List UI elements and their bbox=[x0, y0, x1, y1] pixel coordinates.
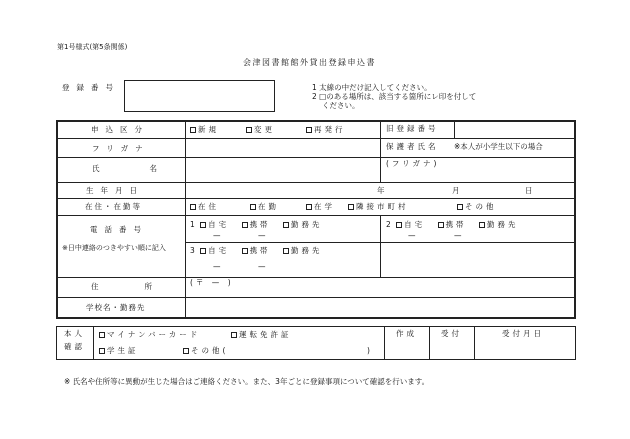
address-label: 住所 bbox=[91, 282, 198, 291]
receipt-date-label: 受付月日 bbox=[502, 329, 544, 338]
instruction-2: 2 □のある場所は、該当する箇所にレ印を付して bbox=[312, 92, 477, 101]
apply-type-label: 申込区分 bbox=[91, 125, 149, 134]
checkbox-icon[interactable] bbox=[190, 127, 196, 133]
birth-day-unit: 日 bbox=[525, 186, 533, 195]
furigana-label: フリガナ bbox=[92, 144, 150, 153]
checkbox-icon[interactable] bbox=[283, 222, 289, 228]
reg-no-label: 登録番号 bbox=[62, 83, 120, 92]
verify-other-close: ) bbox=[367, 346, 370, 355]
verify-mynumber-option[interactable]: マイナンバーカード bbox=[99, 331, 200, 339]
checkbox-icon[interactable] bbox=[190, 204, 196, 210]
apply-reissue-option[interactable]: 再発行 bbox=[306, 126, 346, 134]
verify-other-option[interactable]: その他( bbox=[183, 347, 228, 355]
phone-dash: — bbox=[258, 262, 266, 271]
status-work-option[interactable]: 在勤 bbox=[250, 203, 279, 211]
verify-label-2: 確認 bbox=[64, 342, 85, 351]
checkbox-icon[interactable] bbox=[306, 204, 312, 210]
guardian-name-label: 保護者氏名 bbox=[386, 142, 439, 151]
checkbox-icon[interactable] bbox=[438, 222, 444, 228]
phone-dash: — bbox=[454, 231, 462, 240]
form-title: 会津図書館館外貸出登録申込書 bbox=[243, 58, 376, 67]
form-number: 第1号様式(第5条関係) bbox=[57, 43, 128, 51]
phone-dash: — bbox=[213, 262, 221, 271]
verify-license-option[interactable]: 運転免許証 bbox=[231, 331, 292, 339]
phone-dash: — bbox=[213, 231, 221, 240]
checkbox-icon[interactable] bbox=[200, 222, 206, 228]
checkbox-icon[interactable] bbox=[306, 127, 312, 133]
guardian-furigana: (フリガナ) bbox=[386, 159, 440, 168]
verify-student-option[interactable]: 学生証 bbox=[99, 347, 139, 355]
instruction-3: ください。 bbox=[322, 101, 360, 110]
reg-no-box[interactable] bbox=[124, 80, 275, 112]
checkbox-icon[interactable] bbox=[231, 332, 237, 338]
birth-year-unit: 年 bbox=[377, 186, 385, 195]
status-other-option[interactable]: その他 bbox=[457, 203, 497, 211]
birth-month-unit: 月 bbox=[452, 186, 460, 195]
phone-slot-1: 1 自宅 携帯 勤務先 bbox=[190, 220, 323, 229]
checkbox-icon[interactable] bbox=[283, 248, 289, 254]
status-school-option[interactable]: 在学 bbox=[306, 203, 335, 211]
instruction-1: 1 太線の中だけ記入してください。 bbox=[312, 83, 432, 92]
phone-dash: — bbox=[258, 231, 266, 240]
checkbox-icon[interactable] bbox=[242, 222, 248, 228]
birth-date-label: 生年月日 bbox=[86, 186, 144, 195]
receipt-label: 受付 bbox=[441, 329, 462, 338]
checkbox-icon[interactable] bbox=[457, 204, 463, 210]
name-label: 氏名 bbox=[92, 164, 207, 173]
verify-label-1: 本人 bbox=[64, 329, 85, 338]
checkbox-icon[interactable] bbox=[348, 204, 354, 210]
checkbox-icon[interactable] bbox=[99, 348, 105, 354]
phone-note: ※日中連絡のつきやすい順に記入 bbox=[62, 244, 166, 252]
phone-slot-3: 3 自宅 携帯 勤務先 bbox=[190, 246, 323, 255]
guardian-note: ※本人が小学生以下の場合 bbox=[454, 142, 543, 151]
school-work-label: 学校名・勤務先 bbox=[86, 303, 146, 312]
checkbox-icon[interactable] bbox=[396, 222, 402, 228]
phone-dash: — bbox=[408, 231, 416, 240]
status-resident-option[interactable]: 在住 bbox=[190, 203, 219, 211]
checkbox-icon[interactable] bbox=[246, 127, 252, 133]
status-neighbor-option[interactable]: 隣接市町村 bbox=[348, 203, 409, 211]
footer-note: ※ 氏名や住所等に異動が生じた場合はご連絡ください。また、3年ごとに登録事項について確認を行います。 bbox=[64, 377, 430, 386]
old-reg-label: 旧登録番号 bbox=[386, 124, 439, 133]
apply-change-option[interactable]: 変更 bbox=[246, 126, 275, 134]
checkbox-icon[interactable] bbox=[183, 348, 189, 354]
checkbox-icon[interactable] bbox=[200, 248, 206, 254]
staff-label: 作成 bbox=[396, 329, 417, 338]
apply-new-option[interactable]: 新規 bbox=[190, 126, 219, 134]
phone-slot-2: 2 自宅 携帯 勤務先 bbox=[386, 220, 519, 229]
status-label: 在住・在勤等 bbox=[85, 202, 142, 211]
postal-code[interactable]: (〒 — ) bbox=[190, 278, 234, 287]
checkbox-icon[interactable] bbox=[242, 248, 248, 254]
checkbox-icon[interactable] bbox=[99, 332, 105, 338]
checkbox-icon[interactable] bbox=[250, 204, 256, 210]
phone-label: 電話番号 bbox=[90, 225, 148, 234]
checkbox-icon[interactable] bbox=[479, 222, 485, 228]
